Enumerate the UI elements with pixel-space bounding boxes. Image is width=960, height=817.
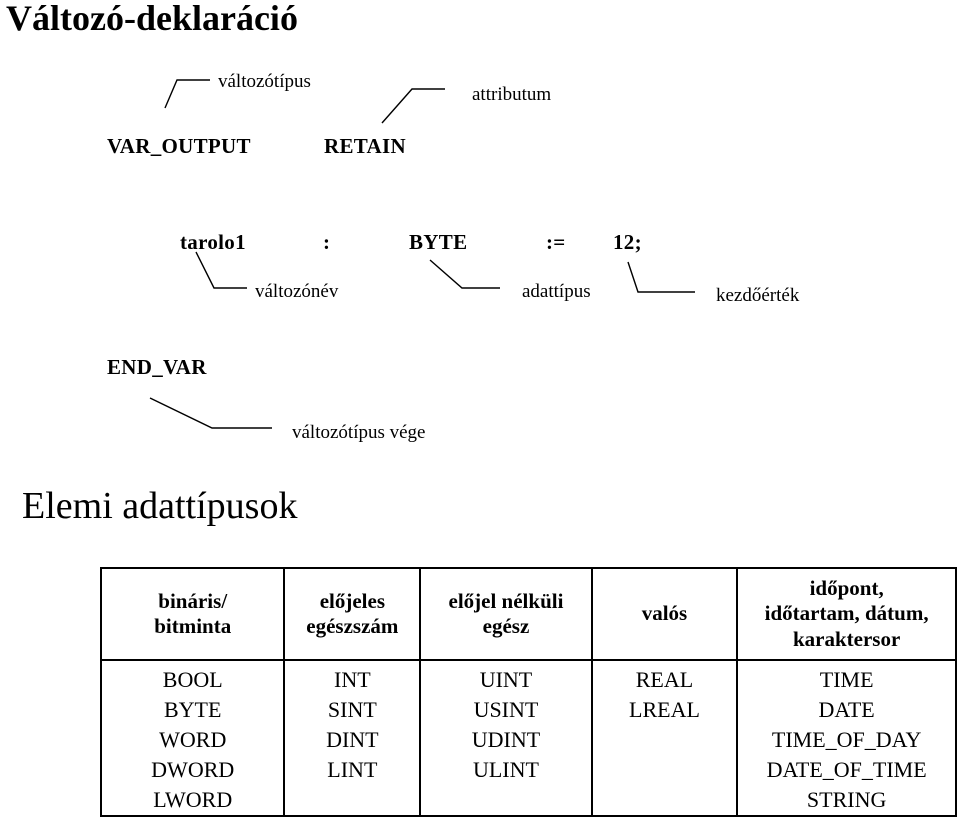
list-item: LREAL: [629, 697, 700, 722]
line-valtozotipus-vege: [150, 398, 272, 428]
list-item: REAL: [635, 667, 694, 692]
line-attributum: [382, 89, 445, 123]
line-kezdoertek: [628, 262, 695, 292]
line-valtozotipus: [165, 80, 210, 108]
list-item: STRING: [806, 787, 887, 812]
column-elojeles: [284, 660, 420, 816]
page-title: Változó-deklaráció: [6, 0, 298, 38]
label-attributum: attributum: [472, 84, 552, 105]
assign-operator: :=: [546, 230, 566, 254]
header-elojeles: előjeles egészszám: [284, 568, 420, 660]
label-kezdoertek: kezdőérték: [716, 285, 800, 306]
list-item: USINT: [473, 697, 539, 722]
list-item: SINT: [327, 697, 377, 722]
variable-name: tarolo1: [180, 230, 246, 254]
table-row: [101, 660, 956, 816]
list-item: DATE_OF_TIME: [766, 757, 927, 782]
list-item: TIME: [819, 667, 874, 692]
keyword-end-var: END_VAR: [107, 355, 207, 379]
list-item: LINT: [327, 757, 378, 782]
column-valos: [592, 660, 738, 816]
column-binaris: [101, 660, 284, 816]
line-adattipus: [430, 260, 500, 288]
list-item: BYTE: [164, 697, 222, 722]
initial-value: 12;: [613, 230, 642, 254]
list-item: DWORD: [151, 757, 235, 782]
list-item: DINT: [326, 727, 379, 752]
list-item: LWORD: [153, 787, 233, 812]
colon: :: [323, 230, 331, 254]
header-valos: valós: [592, 568, 738, 660]
list-item: TIME_OF_DAY: [771, 727, 922, 752]
list-item: UDINT: [471, 727, 541, 752]
label-valtozotipus: változótípus: [218, 71, 311, 92]
keyword-var-output: VAR_OUTPUT: [107, 134, 251, 158]
list-item: ULINT: [472, 757, 539, 782]
list-item: BOOL: [162, 667, 223, 692]
header-elojel-nelkuli: előjel nélküli egész: [420, 568, 591, 660]
table-header-row: [101, 568, 956, 660]
list-item: DATE: [818, 697, 875, 722]
list-item: WORD: [159, 727, 227, 752]
data-type: BYTE: [409, 230, 468, 254]
data-types-table: [100, 567, 957, 817]
header-binaris: bináris/ bitminta: [101, 568, 284, 660]
label-valtozotipus-vege: változótípus vége: [292, 422, 426, 443]
section-title: Elemi adattípusok: [22, 485, 298, 527]
keyword-retain: RETAIN: [324, 134, 406, 158]
label-valtozonev: változónév: [255, 281, 339, 302]
line-valtozonev: [196, 252, 247, 288]
list-item: UINT: [479, 667, 533, 692]
column-idopont: [737, 660, 956, 816]
header-idopont: időpont, időtartam, dátum, karaktersor: [737, 568, 956, 660]
column-elojel-nelkuli: [420, 660, 591, 816]
list-item: INT: [334, 667, 371, 692]
label-adattipus: adattípus: [522, 281, 591, 302]
